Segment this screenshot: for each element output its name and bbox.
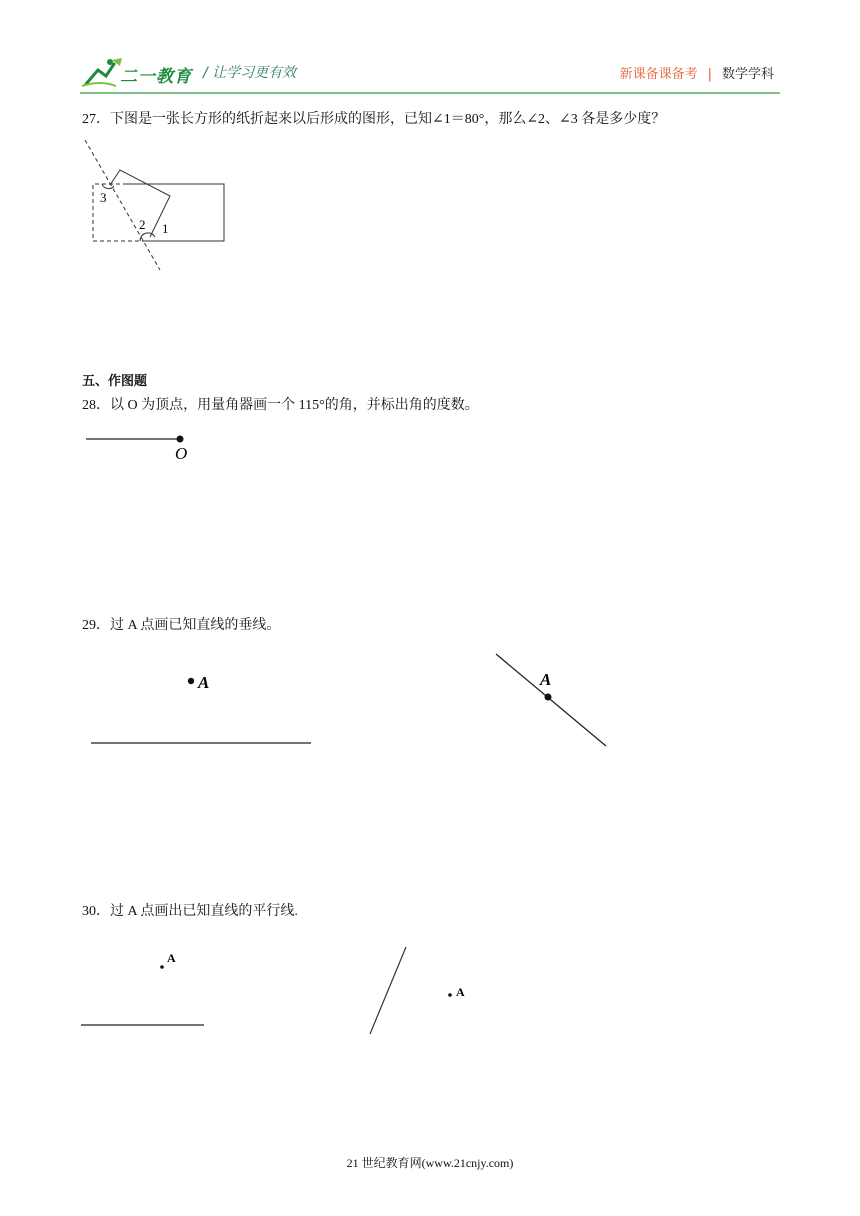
course-label: 新课备课备考 [619,67,698,82]
angle-1-label: 1 [162,221,169,236]
parallel-right-figure [362,942,477,1037]
subject-label: 数学学科 [721,67,774,82]
point-a-label: A [198,673,210,692]
angle-3-label: 3 [100,190,107,205]
ray-o-figure [80,428,200,464]
footer: 21 世纪教育网(www.21cnjy.com) [346,1156,514,1170]
question-30-text: 30．过 A 点画出已知直线的平行线. [82,904,298,919]
point-a-label: A [167,951,176,965]
question-28-text: 28．以 O 为顶点，用量角器画一个 115°的角，并标出角的度数。 [82,398,479,413]
parallel-left-figure [78,945,210,1030]
angle-2-label: 2 [139,217,146,232]
header-divider [80,92,780,94]
point-a-label: A [540,670,552,689]
point-o-label: O [175,444,188,463]
question-29-text: 29．过 A 点画已知直线的垂线。 [82,618,281,633]
header-separator: | [707,67,712,82]
perpendicular-left-figure [85,665,320,755]
point-a-label: A [456,985,465,999]
perpendicular-right-figure [490,650,615,750]
folded-rectangle-figure [80,140,240,275]
slogan: / 让学习更有效 [203,65,297,81]
section-title: 五、作图题 [82,374,148,389]
logo-text: 二一教育 [120,67,192,87]
header-right [620,63,774,82]
question-27-text: 27．下图是一张长方形的纸折起来以后形成的图形，已知∠1＝80°，那么∠2、∠3 各是多少度？ [82,112,666,127]
